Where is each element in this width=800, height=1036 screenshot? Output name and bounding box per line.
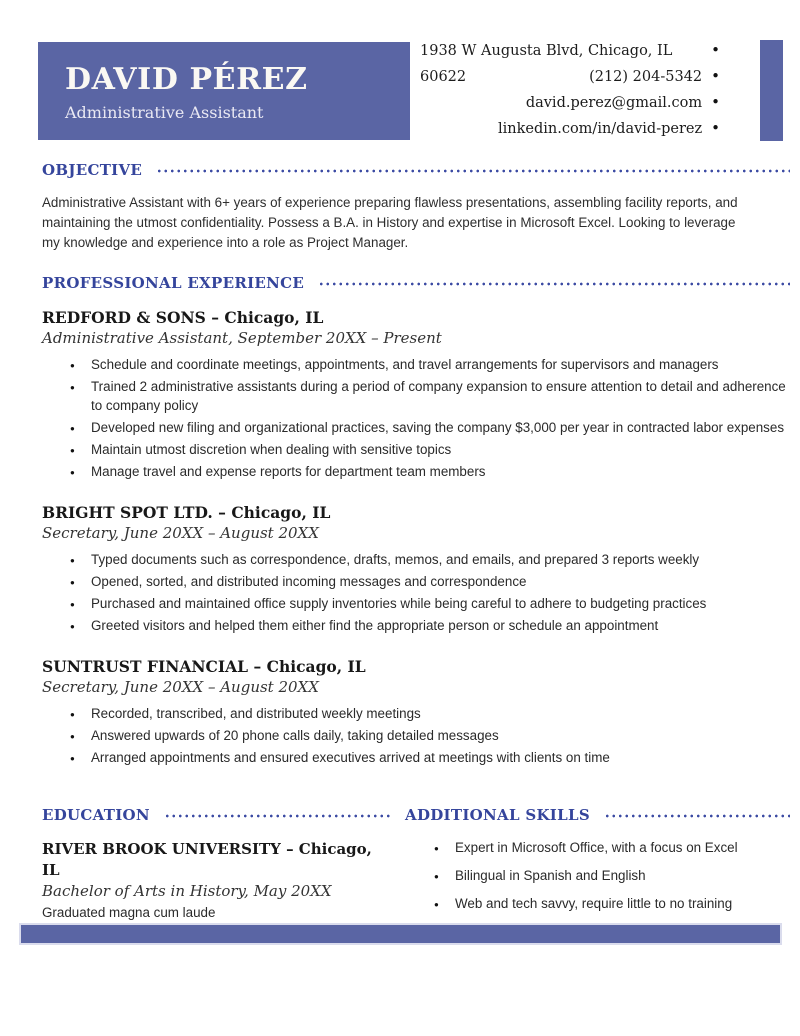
job-bullet: ● Answered upwards of 20 phone calls daily, taking detailed messages xyxy=(69,726,790,745)
objective-text: Administrative Assistant with 6+ years of experience preparing flawless presentations, assembling facility reports, and maintaining the utmost confidentiality. Possess a B.A. in History and expertise in Microsoft Excel. Looking to leverage my knowledge and experience into a role as Project Manager. xyxy=(42,195,738,250)
section-education-header xyxy=(42,805,392,825)
education-note: Graduated magna cum laude xyxy=(42,905,216,920)
dotted-leader xyxy=(156,169,790,173)
contact-email xyxy=(420,89,720,115)
section-objective-header xyxy=(42,160,790,180)
dotted-leader xyxy=(318,282,790,286)
dotted-leader xyxy=(604,814,790,818)
resume-content xyxy=(42,160,790,923)
bullet-separator: • xyxy=(711,93,720,111)
job-bullet: ● Maintain utmost discretion when dealing with sensitive topics xyxy=(69,440,790,459)
job-company: REDFORD & SONS – Chicago, IL xyxy=(42,308,324,327)
job-bullet: ● Recorded, transcribed, and distributed weekly meetings xyxy=(69,704,790,723)
header-accent-bar xyxy=(760,40,783,141)
bullet-separator: • xyxy=(711,119,720,137)
section-skills-header xyxy=(405,805,790,825)
skill-item: ● Bilingual in Spanish and English xyxy=(433,866,790,885)
job-bullet: ● Typed documents such as correspondence, drafts, memos, and emails, and prepared 3 reports weekly xyxy=(69,550,790,569)
contact-block xyxy=(420,37,720,141)
education-school: RIVER BROOK UNIVERSITY – Chicago, IL xyxy=(42,840,372,879)
contact-linkedin xyxy=(420,115,720,141)
objective-heading: OBJECTIVE xyxy=(42,161,143,179)
skill-item: ● Web and tech savvy, require little to no training xyxy=(433,894,790,913)
header-name-box xyxy=(38,42,410,140)
contact-linkedin-text: linkedin.com/in/david-perez xyxy=(497,121,703,137)
job-bullet: ● Schedule and coordinate meetings, appointments, and travel arrangements for supervisors and managers xyxy=(69,355,790,374)
section-experience-header xyxy=(42,273,790,293)
person-job-title: Administrative Assistant xyxy=(65,103,264,122)
job-role: Secretary, June 20XX – August 20XX xyxy=(42,524,319,542)
section-experience xyxy=(42,273,790,767)
job-bullet: ● Trained 2 administrative assistants during a period of company expansion to ensure attention to detail and adherence to company policy xyxy=(69,377,790,415)
job-bullet: ● Purchased and maintained office supply inventories while being careful to adhere to budgeting practices xyxy=(69,594,790,613)
job-entry xyxy=(42,307,790,481)
job-bullet: ● Manage travel and expense reports for department team members xyxy=(69,462,790,481)
job-bullet-list xyxy=(69,550,790,635)
job-bullet: ● Developed new filing and organizational practices, saving the company $3,000 per year in contracted labor expenses xyxy=(69,418,790,437)
footer-accent-bar xyxy=(19,923,782,945)
person-name: DAVID PÉREZ xyxy=(65,62,308,97)
footer-columns xyxy=(42,805,790,923)
skills-heading: ADDITIONAL SKILLS xyxy=(405,806,590,824)
job-role: Secretary, June 20XX – August 20XX xyxy=(42,678,319,696)
job-bullet-list xyxy=(69,355,790,481)
contact-address-text: 1938 W Augusta Blvd, Chicago, IL 60622 xyxy=(420,43,673,85)
job-bullet-list xyxy=(69,704,790,767)
section-education xyxy=(42,805,392,923)
bullet-separator: • xyxy=(711,41,720,59)
education-degree: Bachelor of Arts in History, May 20XX xyxy=(42,882,332,900)
job-entry xyxy=(42,502,790,635)
contact-email-text: david.perez@gmail.com xyxy=(525,95,703,111)
bullet-separator: • xyxy=(711,67,720,85)
job-company: SUNTRUST FINANCIAL – Chicago, IL xyxy=(42,657,366,676)
job-role: Administrative Assistant, September 20XX – Present xyxy=(42,329,442,347)
job-bullet: ● Opened, sorted, and distributed incoming messages and correspondence xyxy=(69,572,790,591)
contact-phone-text: (212) 204-5342 xyxy=(589,69,703,85)
skills-list xyxy=(433,838,790,913)
job-entry xyxy=(42,656,790,767)
job-bullet: ● Arranged appointments and ensured executives arrived at meetings with clients on time xyxy=(69,748,790,767)
experience-heading: PROFESSIONAL EXPERIENCE xyxy=(42,274,305,292)
dotted-leader xyxy=(164,814,392,818)
section-skills xyxy=(405,805,790,923)
job-company: BRIGHT SPOT LTD. – Chicago, IL xyxy=(42,503,331,522)
job-bullet: ● Greeted visitors and helped them either find the appropriate person or schedule an appointment xyxy=(69,616,790,635)
skill-item: ● Expert in Microsoft Office, with a focus on Excel xyxy=(433,838,790,857)
education-heading: EDUCATION xyxy=(42,806,150,824)
